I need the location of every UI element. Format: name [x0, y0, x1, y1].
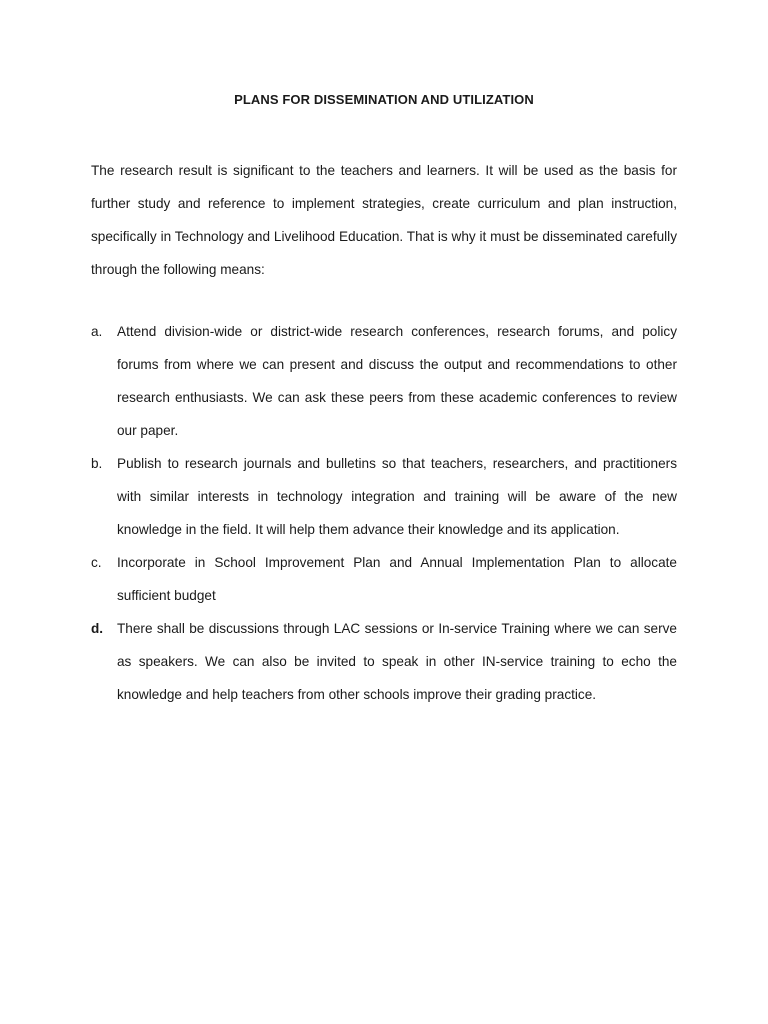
list-item-text: Publish to research journals and bulletins so that teachers, researchers, and practitioners with similar interests in technology integration and training will be aware of the new knowledge in the field. It will help them advance their knowledge and its application.: [117, 456, 677, 537]
document-title: PLANS FOR DISSEMINATION AND UTILIZATION: [234, 92, 534, 107]
list-item-b: [91, 447, 677, 546]
list-marker: d.: [91, 621, 104, 636]
list-marker: b.: [91, 456, 103, 471]
intro-paragraph: The research result is significant to the teachers and learners. It will be used as the basis for further study and reference to implement strategies, create curriculum and plan instruction, specifically in Technology and Livelihood Education. That is why it must be disseminated carefully through the following means:: [91, 163, 677, 277]
dissemination-list: [91, 315, 677, 711]
list-item-text: There shall be discussions through LAC sessions or In-service Training where we can serve as speakers. We can also be invited to speak in other IN-service training to echo the knowledge and help teachers from other schools improve their grading practice.: [117, 621, 677, 702]
list-item-a: [91, 315, 677, 447]
list-marker: a.: [91, 324, 103, 339]
list-marker: c.: [91, 555, 102, 570]
list-item-d: [91, 612, 677, 711]
list-item-text: Incorporate in School Improvement Plan and Annual Implementation Plan to allocate sufficient budget: [117, 555, 677, 603]
list-item-text: Attend division-wide or district-wide research conferences, research forums, and policy forums from where we can present and discuss the output and recommendations to other research enthusiasts. We can ask these peers from these academic conferences to review our paper.: [117, 324, 677, 438]
list-item-c: [91, 546, 677, 612]
